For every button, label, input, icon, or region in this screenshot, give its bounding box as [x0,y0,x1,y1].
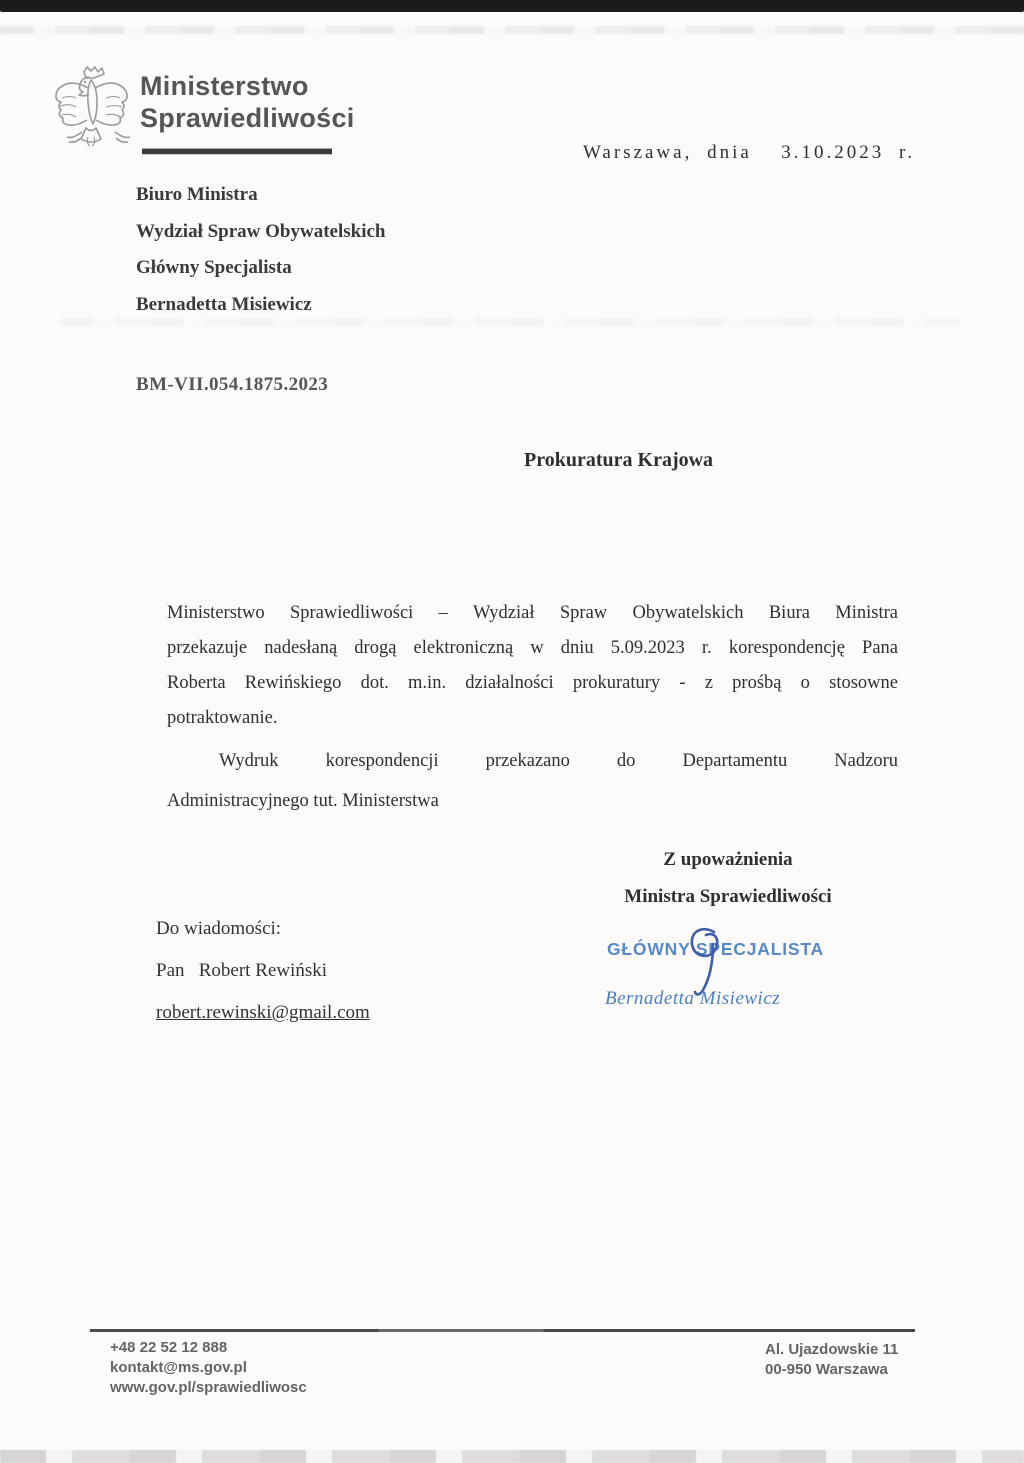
sender-block [136,184,386,330]
body-line: Roberta Rewińskiego dot. m.in. działalności prokuratury - z prośbą o stosowne [167,673,898,693]
ministry-wordmark-line2: Sprawiedliwości [140,103,355,133]
closing-line1: Z upoważnienia [663,849,793,870]
ministry-wordmark-line1: Ministerstwo [140,71,309,101]
closing-line2: Ministra Sprawiedliwości [624,886,832,907]
wordmark-underline [142,148,332,154]
footer-address-line2: 00-950 Warszawa [765,1361,888,1378]
cc-block [156,918,370,1044]
polish-eagle-emblem-icon [48,62,134,162]
closing-block [582,849,874,923]
sender-person: Bernadetta Misiewicz [136,293,312,315]
footer-address-block [765,1340,898,1380]
footer-phone: +48 22 52 12 888 [110,1339,228,1356]
scan-smudge-top [0,26,1024,34]
body-paragraph-1 [167,596,898,736]
date-line: Warszawa, dnia 3.10.2023 r. [583,142,916,163]
cc-email: robert.rewinski@gmail.com [156,1002,370,1023]
sender-department: Wydział Spraw Obywatelskich [136,220,386,242]
body-line: potraktowanie. [167,708,278,728]
scan-top-bar [0,0,1024,12]
body-line: Wydruk korespondencji przekazano do Departamentu Nadzoru [219,751,898,771]
recipient-name: Prokuratura Krajowa [524,449,714,471]
scan-bottom-band [0,1450,1024,1463]
footer-website: www.gov.pl/sprawiedliwosc [110,1379,307,1396]
footer-address-line1: Al. Ujazdowskie 11 [765,1341,899,1358]
body-line: Administracyjnego tut. Ministerstwa [167,791,439,811]
cc-label: Do wiadomości: [156,918,282,939]
stamp-name: Bernadetta Misiewicz [605,988,781,1009]
sender-office: Biuro Ministra [136,184,258,205]
body-line: Ministerstwo Sprawiedliwości – Wydział Spraw Obywatelskich Biura Ministra [167,603,898,623]
ministry-wordmark [140,70,355,134]
reference-number: BM-VII.054.1875.2023 [136,374,329,395]
body-paragraph-2 [167,741,898,821]
cc-name: Pan Robert Rewiński [156,960,327,981]
footer-contact-block [110,1338,307,1398]
stamp-title: GŁÓWNY SPECJALISTA [607,939,824,959]
footer-rule [90,1329,915,1332]
footer-email: kontakt@ms.gov.pl [110,1359,247,1376]
body-line: przekazuje nadesłaną drogą elektroniczną w dniu 5.09.2023 r. korespondencję Pana [167,638,898,658]
sender-position: Główny Specjalista [136,257,292,278]
